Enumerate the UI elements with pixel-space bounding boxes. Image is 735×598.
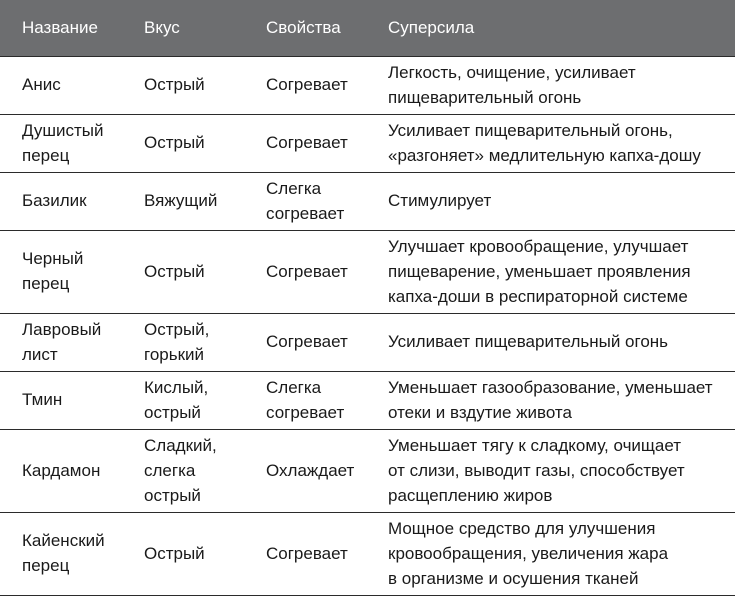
header-properties: Свойства <box>244 0 366 56</box>
cell-property <box>244 429 366 512</box>
cell-name <box>0 429 122 512</box>
cell-line: перец <box>22 145 70 165</box>
cell-line: отеки и вздутие живота <box>388 402 572 422</box>
cell-name <box>0 512 122 595</box>
cell-line: Кислый, <box>144 377 209 397</box>
cell-line: кровообращения, увеличения жара <box>388 543 669 563</box>
cell-line: Стимулирует <box>388 191 492 210</box>
cell-line: согревает <box>266 203 345 223</box>
cell-line: Усиливает пищеварительный огонь <box>388 332 669 351</box>
cell-superpower <box>366 56 735 114</box>
cell-line: Согревает <box>266 543 348 563</box>
cell-line: в организме и осушения тканей <box>388 568 639 588</box>
cell-line: Острый <box>144 543 205 563</box>
cell-superpower <box>366 512 735 595</box>
cell-line: Анис <box>22 75 61 94</box>
table-row <box>0 429 735 512</box>
cell-line: горький <box>144 344 205 364</box>
table-body <box>0 56 735 595</box>
cell-line: Улучшает кровообращение, улучшает <box>388 236 689 256</box>
cell-line: Уменьшает тягу к сладкому, очищает <box>388 435 682 455</box>
cell-line: перец <box>22 556 70 575</box>
cell-line: пищеварительный огонь <box>388 87 582 107</box>
cell-taste <box>122 512 244 595</box>
cell-line: Острый <box>144 75 205 94</box>
cell-property <box>244 114 366 172</box>
cell-line: Усиливает пищеварительный огонь, <box>388 120 673 140</box>
table-row <box>0 313 735 371</box>
cell-property <box>244 172 366 230</box>
cell-superpower <box>366 371 735 429</box>
cell-taste <box>122 230 244 313</box>
cell-line: Слегка <box>266 377 322 397</box>
cell-property <box>244 371 366 429</box>
cell-line: Тмин <box>22 390 63 409</box>
cell-name <box>0 230 122 313</box>
cell-property <box>244 313 366 371</box>
header-name: Название <box>0 0 122 56</box>
cell-superpower <box>366 172 735 230</box>
cell-line: от слизи, выводит газы, способствует <box>388 460 685 480</box>
cell-line: Мощное средство для улучшения <box>388 518 656 538</box>
cell-line: Сладкий, <box>144 435 217 455</box>
cell-line: Базилик <box>22 191 87 210</box>
cell-line: Кайенский <box>22 531 105 550</box>
cell-line: Лавровый <box>22 319 102 339</box>
header-superpower: Суперсила <box>366 0 735 56</box>
cell-name <box>0 313 122 371</box>
cell-line: капха-доши в респираторной системе <box>388 286 688 306</box>
table-row <box>0 56 735 114</box>
cell-line: пищеварение, уменьшает проявления <box>388 261 691 281</box>
cell-name <box>0 172 122 230</box>
cell-superpower <box>366 429 735 512</box>
cell-line: острый <box>144 402 201 422</box>
cell-line: расщеплению жиров <box>388 485 553 505</box>
table-row <box>0 230 735 313</box>
table-header <box>0 0 735 56</box>
cell-line: Острый, <box>144 319 210 339</box>
cell-line: Вяжущий <box>144 191 218 210</box>
cell-taste <box>122 172 244 230</box>
cell-taste <box>122 313 244 371</box>
cell-line: перец <box>22 274 70 293</box>
header-row <box>0 0 735 56</box>
cell-line: Согревает <box>266 75 348 94</box>
cell-superpower <box>366 313 735 371</box>
cell-line: «разгоняет» медлительную капха-дошу <box>388 145 701 165</box>
cell-taste <box>122 56 244 114</box>
cell-taste <box>122 429 244 512</box>
cell-name <box>0 56 122 114</box>
cell-line: Острый <box>144 133 205 152</box>
cell-line: согревает <box>266 402 345 422</box>
cell-property <box>244 230 366 313</box>
cell-line: Слегка <box>266 178 322 198</box>
cell-line: лист <box>22 344 58 364</box>
cell-name <box>0 371 122 429</box>
table-row <box>0 371 735 429</box>
cell-line: Согревает <box>266 261 348 281</box>
cell-taste <box>122 371 244 429</box>
cell-line: Кардамон <box>22 460 101 480</box>
header-taste: Вкус <box>122 0 244 56</box>
cell-line: Душистый <box>22 120 104 140</box>
cell-property <box>244 56 366 114</box>
cell-line: острый <box>144 485 201 505</box>
cell-line: Легкость, очищение, усиливает <box>388 62 636 82</box>
cell-name <box>0 114 122 172</box>
cell-line: слегка <box>144 460 196 480</box>
cell-line: Острый <box>144 261 205 281</box>
table-row <box>0 114 735 172</box>
cell-superpower <box>366 230 735 313</box>
cell-line: Согревает <box>266 133 348 152</box>
cell-line: Черный <box>22 249 84 268</box>
table-row <box>0 172 735 230</box>
cell-superpower <box>366 114 735 172</box>
cell-property <box>244 512 366 595</box>
cell-line: Согревает <box>266 332 348 351</box>
cell-line: Уменьшает газообразование, уменьшает <box>388 377 713 397</box>
cell-taste <box>122 114 244 172</box>
cell-line: Охлаждает <box>266 460 355 480</box>
table-row <box>0 512 735 595</box>
